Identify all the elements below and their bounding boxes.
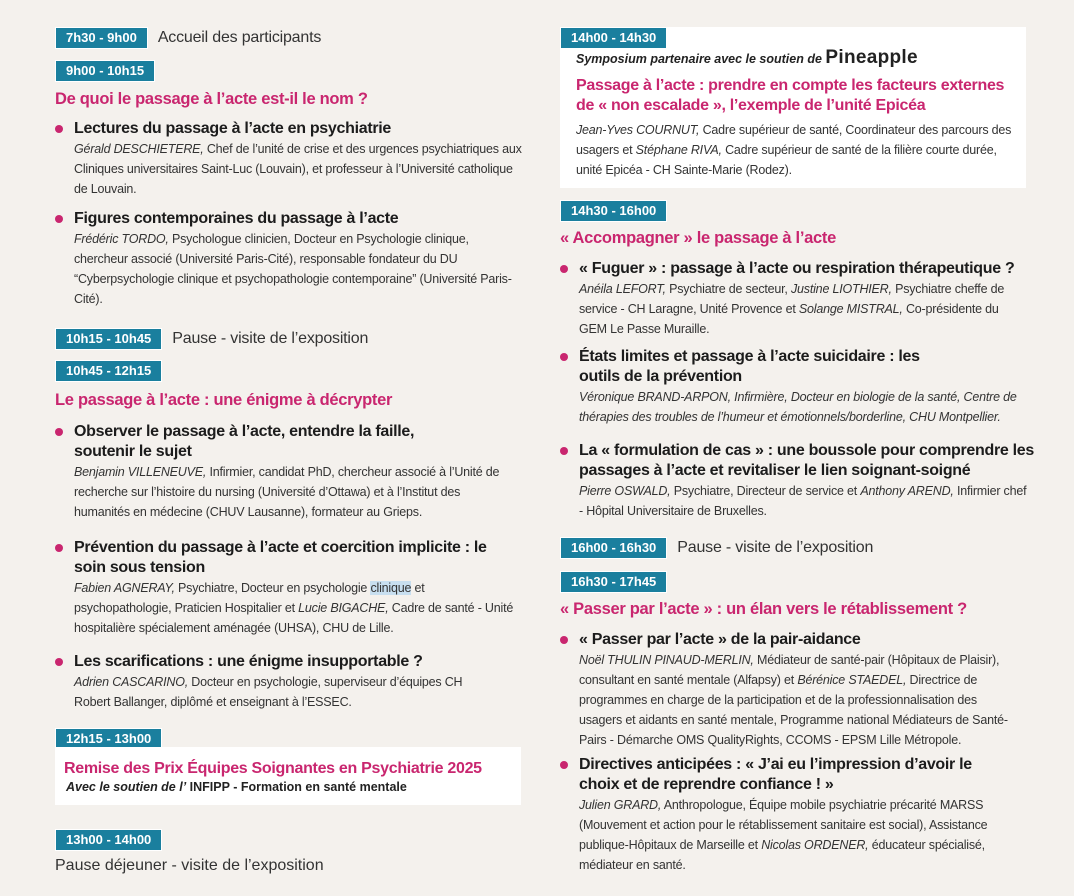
slot-label: Pause déjeuner - visite de l’exposition [55,857,324,874]
time-badge: 14h00 - 14h30 [560,27,667,49]
bullet-icon [55,428,63,436]
talk-item [55,119,525,199]
bullet-icon [560,761,568,769]
bullet-icon [560,636,568,644]
award-title: Remise des Prix Équipes Soignantes en Psychiatrie 2025 [64,760,482,777]
talk-desc: Fabien AGNERAY, Psychiatre, Docteur en psychologie clinique et psychopathologie, Praticien Hospitalier et Lucie BIGACHE, Cadre de santé - Unité hospitalière spécialement aménagée (UHSA), CHU de Lille. [74,581,514,635]
speaker: Jean-Yves COURNUT, [576,123,700,137]
slot-label: Accueil des participants [157,28,322,46]
talk-item [560,630,1020,750]
speaker: Fabien AGNERAY, [74,581,175,595]
talk-item [55,538,515,638]
bullet-icon [560,353,568,361]
symposium-title: Passage à l’acte : prendre en compte les facteurs externes de « non escalade », l’exemple de l’unité Epicéa [576,77,1005,114]
speaker: Pierre OSWALD, [579,484,671,498]
talk-desc: Frédéric TORDO, Psychologue clinicien, Docteur en Psychologie clinique, chercheur associé (Université Paris-Cité), responsable fondateur du DU “Cyberpsychologie clinique et psychopathologie contemporaine” (Université Paris-Cité). [74,232,512,306]
time-badge: 9h00 - 10h15 [55,60,155,82]
time-badge: 13h00 - 14h00 [55,829,162,851]
time-badge: 16h00 - 16h30 [560,537,667,559]
speaker: Nicolas ORDENER, [761,838,869,852]
time-badge: 10h15 - 10h45 [55,328,162,350]
award-box [55,747,521,805]
talk-title: Observer le passage à l’acte, entendre la faille, soutenir le sujet [74,423,415,460]
slot-pause-16h [560,537,873,559]
slot-9h [55,60,155,82]
time-badge: 10h45 - 12h15 [55,360,162,382]
speaker: Gérald DESCHIETERE, [74,142,204,156]
talk-title: La « formulation de cas » : une boussole pour comprendre les passages à l’acte et revitaliser le lien soignant-soigné [579,442,1034,479]
speaker: Justine LIOTHIER, [790,282,892,296]
speaker: Adrien CASCARINO, [74,675,188,689]
talk-item [560,441,1040,521]
talk-desc: Benjamin VILLENEUVE, Infirmier, candidat PhD, chercheur associé à l’Unité de recherche sur l’histoire du nursing (Université d’Ottawa) et à l’Institut des humanités en médecine (CHUV Lausanne), formateur au Grieps. [74,465,500,519]
speaker: Anéila LEFORT, [579,282,666,296]
talk-item [55,652,495,712]
bullet-icon [55,215,63,223]
pineapple-logo: Pineapple [825,47,918,68]
slot-pause [55,328,368,350]
speaker: Anthony AREND, [860,484,954,498]
symposium-box [560,27,1026,188]
speaker: Benjamin VILLENEUVE, [74,465,207,479]
time-badge: 14h30 - 16h00 [560,200,667,222]
slot-welcome [55,27,321,49]
award-sponsor: Avec le soutien de l’ INFIPP - Formation en santé mentale [66,780,407,794]
speaker: Bérénice STAEDEL, [797,673,907,687]
bullet-icon [55,658,63,666]
slot-lunch [55,829,162,851]
talk-desc: Véronique BRAND-ARPON, Infirmière, Docteur en biologie de la santé, Centre de thérapies des troubles de l’humeur et émotionnels/borderline, CHU Montpellier. [579,390,1017,424]
slot-14h30 [560,200,667,222]
time-badge: 7h30 - 9h00 [55,27,148,49]
talk-desc: Julien GRARD, Anthropologue, Équipe mobile psychiatrie précarité MARSS (Mouvement et action pour le rétablissement sanitaire est social), Assistance publique-Hôpitaux de Marseille et Nicolas ORDENER, éducateur spécialisé, médiateur en santé. [579,798,988,872]
talk-title: États limites et passage à l’acte suicidaire : les outils de la prévention [579,348,920,385]
talk-item [560,347,1040,427]
talk-title: Lectures du passage à l’acte en psychiatrie [74,120,392,137]
speaker: Lucie BIGACHE, [298,601,389,615]
bullet-icon [560,447,568,455]
speaker: Stéphane RIVA, [635,143,722,157]
bullet-icon [560,265,568,273]
talk-desc: Pierre OSWALD, Psychiatre, Directeur de service et Anthony AREND, Infirmier chef - Hôpital Universitaire de Bruxelles. [579,484,1027,518]
talk-title: « Passer par l’acte » de la pair-aidance [579,631,861,648]
symposium-sponsor: Symposium partenaire avec le soutien de Pineapple [576,47,918,68]
time-badge: 12h15 - 13h00 [55,728,162,750]
section-title: De quoi le passage à l’acte est-il le nom ? [55,90,368,108]
section-title: Le passage à l’acte : une énigme à décrypter [55,391,393,409]
speaker: Noël THULIN PINAUD-MERLIN, [579,653,754,667]
talk-item [560,259,1040,339]
slot-label: Pause - visite de l’exposition [677,538,874,556]
section-title: « Accompagner » le passage à l’acte [560,229,836,247]
speaker: Frédéric TORDO, [74,232,169,246]
slot-14h [560,27,667,49]
talk-title: Figures contemporaines du passage à l’acte [74,210,399,227]
bullet-icon [55,544,63,552]
talk-desc: Gérald DESCHIETERE, Chef de l’unité de crise et des urgences psychiatriques aux Cliniques universitaires Saint-Luc (Louvain), et professeur à l’Université catholique de Louvain. [74,142,522,196]
time-badge: 16h30 - 17h45 [560,571,667,593]
talk-title: Prévention du passage à l’acte et coercition implicite : le soin sous tension [74,539,487,576]
talk-item [55,209,525,309]
speaker: Solange MISTRAL, [798,302,903,316]
talk-title: Directives anticipées : « J’ai eu l’impression d’avoir le choix et de reprendre confiance ! » [579,756,972,793]
talk-title: « Fuguer » : passage à l’acte ou respiration thérapeutique ? [579,260,1015,277]
bullet-icon [55,125,63,133]
talk-desc: Anéila LEFORT, Psychiatre de secteur, Justine LIOTHIER, Psychiatre cheffe de service - CH Laragne, Unité Provence et Solange MISTRAL, Co-présidente du GEM Le Passe Muraille. [579,282,1005,336]
slot-10h45 [55,360,162,382]
talk-item [55,422,515,522]
talk-title: Les scarifications : une énigme insupportable ? [74,653,423,670]
speaker: Julien GRARD, [579,798,662,812]
slot-16h30 [560,571,667,593]
slot-label: Pause - visite de l’exposition [172,329,369,347]
section-title: « Passer par l’acte » : un élan vers le rétablissement ? [560,600,967,618]
talk-item [560,755,1020,875]
symposium-desc: Jean-Yves COURNUT, Cadre supérieur de santé, Coordinateur des parcours des usagers et Stéphane RIVA, Cadre supérieur de santé de la filière courte durée, unité Epicéa - CH Sainte-Marie (Rodez). [576,123,1012,177]
talk-desc: Noël THULIN PINAUD-MERLIN, Médiateur de santé-pair (Hôpitaux de Plaisir), consultant en santé mentale (Alfapsy) et Bérénice STAEDEL, Directrice de programmes en charge de la participation et de la professionnalisation des usagers et aidants en santé mentale, Programme national Médiateurs de Santé-Pairs - Démarche OMS QualityRights, CCOMS - EPSM Lille Métropole. [579,653,1008,747]
talk-desc: Adrien CASCARINO, Docteur en psychologie, superviseur d’équipes CH Robert Ballanger, diplômé et enseignant à l’ESSEC. [74,675,463,709]
